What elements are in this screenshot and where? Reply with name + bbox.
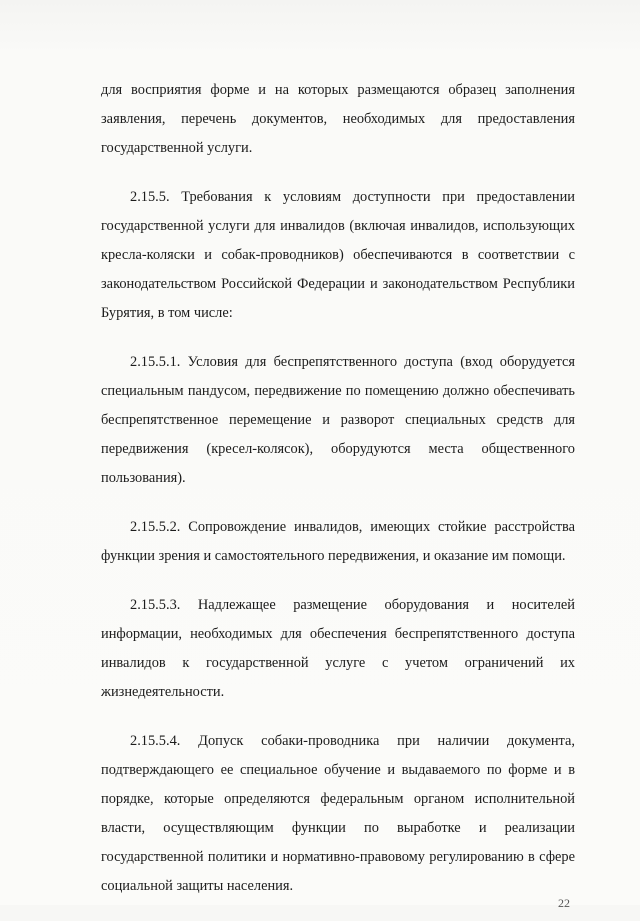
document-body (101, 76, 575, 921)
paragraph-2-15-5-3: 2.15.5.3. Надлежащее размещение оборудования и носителей информации, необходимых для обеспечения беспрепятственного доступа инвалидов к государственной услуге с учетом ограничений их жизнедеятельности. (101, 597, 575, 700)
paragraph-2-15-5-2: 2.15.5.2. Сопровождение инвалидов, имеющих стойкие расстройства функции зрения и самостоятельного передвижения, и оказание им помощи. (101, 519, 575, 564)
page-number: 22 (558, 896, 570, 910)
paragraph-continuation: для восприятия форме и на которых размещаются образец заполнения заявления, перечень документов, необходимых для предоставления государственной услуги. (101, 82, 575, 156)
paragraph-2-15-5: 2.15.5. Требования к условиям доступности при предоставлении государственной услуги для инвалидов (включая инвалидов, использующих кресла-коляски и собак-проводников) обеспечиваются в соответствии с законодательством Российской Федерации и законодательством Республики Бурятия, в том числе: (101, 189, 575, 321)
paragraph-2-15-5-4: 2.15.5.4. Допуск собаки-проводника при наличии документа, подтверждающего ее специальное обучение и выдаваемого по форме и в порядке, которые определяются федеральным органом исполнительной власти, осуществляющим функции по выработке и реализации государственной политики и нормативно-правовому регулированию в сфере социальной защиты населения. (101, 733, 575, 894)
paragraph-2-15-5-1: 2.15.5.1. Условия для беспрепятственного доступа (вход оборудуется специальным пандусом, передвижение по помещению должно обеспечивать беспрепятственное перемещение и разворот специальных средств для передвижения (кресел-колясок), оборудуются места общественного пользования). (101, 354, 575, 486)
